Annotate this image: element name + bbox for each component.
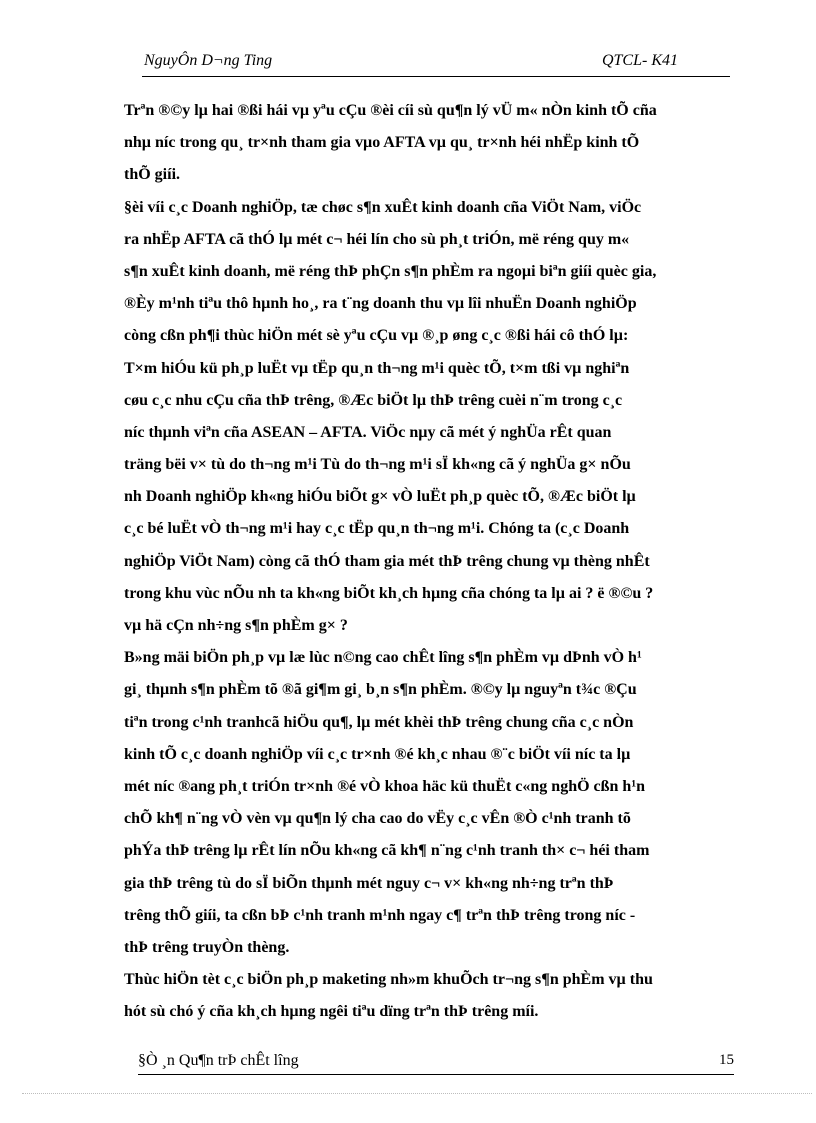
text-line: nh Doanh nghiÖp kh«ng hiÓu biÕt g× vÒ luËt ph¸p quèc tÕ, ®Æc biÖt lµ bbox=[124, 488, 636, 506]
header-author: NguyÔn D¬ng Ting bbox=[144, 52, 273, 69]
text-line: mét níc ®ang ph¸t triÓn tr×nh ®é vÒ khoa häc kü thuËt c«ng nghÖ cßn h¹n bbox=[124, 777, 646, 795]
text-line: B»ng mäi biÖn ph¸p vµ læ lùc n©ng cao chÊt lîng s¶n phÈm vµ dÞnh vÒ h¹ bbox=[124, 649, 642, 667]
text-line: Trªn ®©y lµ hai ®ßi hái vµ yªu cÇu ®èi cíi sù qu¶n lý vÜ m« nÒn kinh tÕ cña bbox=[124, 102, 657, 119]
text-line: §èi víi c¸c Doanh nghiÖp, tæ chøc s¶n xuÊt kinh doanh cña ViÖt Nam, viÖc bbox=[124, 198, 642, 216]
text-line: trêng thÕ giíi, ta cßn bÞ c¹nh tranh m¹nh ngay c¶ trªn thÞ trêng trong níc - bbox=[124, 906, 636, 924]
text-line: gi¸ thµnh s¶n phÈm tõ ®ã gi¶m gi¸ b¸n s¶n phÈm. ®©y lµ nguyªn t¾c ®Çu bbox=[124, 681, 637, 699]
text-line: T×m hiÓu kü ph¸p luËt vµ tËp qu¸n th¬ng m¹i quèc tÕ, t×m tßi vµ nghiªn bbox=[124, 359, 630, 377]
text-line: hót sù chó ý cña kh¸ch hµng ngêi tiªu dïng trªn thÞ trêng míi. bbox=[124, 1003, 539, 1021]
text-line: träng bëi v× tù do th¬ng m¹i Tù do th¬ng m¹i sÏ kh«ng cã ý nghÜa g× nÕu bbox=[124, 456, 631, 474]
text-line: vµ hä cÇn nh÷ng s¶n phÈm g× ? bbox=[124, 617, 348, 634]
text-line: c¸c bé luËt vÒ th¬ng m¹i hay c¸c tËp qu¸n th¬ng m¹i. Chóng ta (c¸c Doanh bbox=[124, 520, 630, 538]
page-edge-divider bbox=[22, 1093, 812, 1094]
text-line: cøu c¸c nhu cÇu cña thÞ trêng, ®Æc biÖt lµ thÞ trêng cuèi n¨m trong c¸c bbox=[124, 391, 623, 409]
text-line: tiªn trong c¹nh tranhcã hiÖu qu¶, lµ mét khèi thÞ trêng chung cña c¸c nÒn bbox=[124, 713, 634, 731]
text-line: gia thÞ trêng tù do sÏ biÕn thµnh mét nguy c¬ v× kh«ng nh÷ng trªn thÞ bbox=[124, 874, 614, 892]
text-line: phÝa thÞ trêng lµ rÊt lín nÕu kh«ng cã kh¶ n¨ng c¹nh tranh th× c¬ héi tham bbox=[124, 842, 650, 860]
body-text bbox=[124, 95, 768, 1028]
text-line: níc thµnh viªn cña ASEAN – AFTA. ViÖc nµy cã mét ý nghÜa rÊt quan bbox=[124, 423, 612, 441]
header-class-code: QTCL- K41 bbox=[601, 52, 678, 69]
text-line: kinh tÕ c¸c doanh nghiÖp víi c¸c tr×nh ®é kh¸c nhau ®¨c biÖt víi níc ta lµ bbox=[124, 745, 631, 763]
text-line: nghiÖp ViÖt Nam) còng cã thÓ tham gia mét thÞ trêng chung vµ thèng nhÊt bbox=[124, 552, 650, 570]
page-footer bbox=[138, 1052, 734, 1075]
text-line: ra nhËp AFTA cã thÓ lµ mét c¬ héi lín cho sù ph¸t triÓn, më réng quy m« bbox=[124, 230, 630, 248]
text-line: còng cßn ph¶i thùc hiÖn mét sè yªu cÇu vµ ®¸p øng c¸c ®ßi hái cô thÓ lµ: bbox=[124, 327, 629, 345]
footer-title: §Ò ¸n Qu¶n trÞ chÊt lîng bbox=[138, 1052, 299, 1069]
page-header bbox=[142, 50, 730, 77]
text-line: Thùc hiÖn tèt c¸c biÖn ph¸p maketing nh»m khuÕch tr¬ng s¶n phÈm vµ thu bbox=[124, 971, 653, 989]
text-line: ®Èy m¹nh tiªu thô hµnh ho¸, ra t¨ng doanh thu vµ lîi nhuËn Doanh nghiÖp bbox=[124, 295, 637, 313]
text-line: thÞ trêng truyÒn thèng. bbox=[124, 938, 290, 956]
text-line: s¶n xuÊt kinh doanh, më réng thÞ phÇn s¶n phÈm ra ngoµi biªn giíi quèc gia, bbox=[124, 262, 657, 280]
page-number: 15 bbox=[719, 1052, 734, 1068]
text-line: nhµ níc trong qu¸ tr×nh tham gia vµo AFTA vµ qu¸ tr×nh héi nhËp kinh tÕ bbox=[124, 134, 640, 152]
text-line: chÕ kh¶ n¨ng vÒ vèn vµ qu¶n lý cha cao do vËy c¸c vÊn ®Ò c¹nh tranh tõ bbox=[124, 810, 631, 828]
text-line: thÕ giíi. bbox=[124, 166, 181, 184]
text-line: trong khu vùc nÕu nh ta kh«ng biÕt kh¸ch hµng cña chóng ta lµ ai ? ë ®©u ? bbox=[124, 584, 654, 602]
